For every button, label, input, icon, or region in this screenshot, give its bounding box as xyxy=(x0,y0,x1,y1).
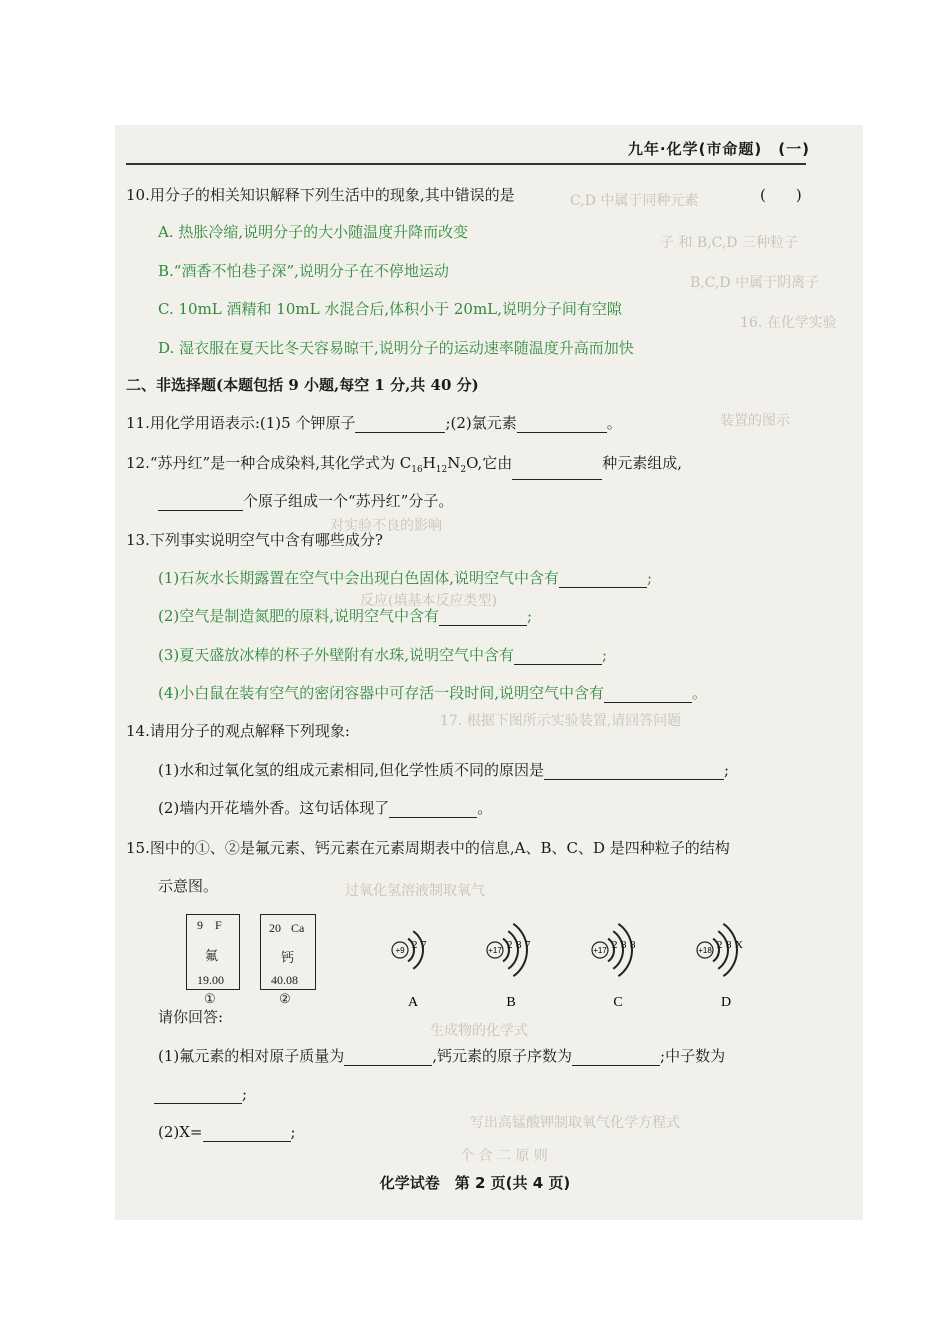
shell-electron-count: 8 xyxy=(726,939,732,951)
q10-option-b: B.“酒香不怕巷子深”,说明分子在不停地运动 xyxy=(158,262,449,280)
q13-item-3: (3)夏天盛放冰棒的杯子外壁附有水珠,说明空气中含有 ; xyxy=(158,646,608,664)
shell-electron-count: 2 xyxy=(507,939,513,951)
nucleus-charge: +17 xyxy=(593,946,607,955)
q14-item-1: (1)水和过氧化氢的组成元素相同,但化学性质不同的原因是 ; xyxy=(158,761,730,779)
q14-blank-1[interactable] xyxy=(544,763,724,780)
shell-electron-count: 2 xyxy=(612,939,618,951)
q12-line-1: 12.“苏丹红”是一种合成染料,其化学式为 $C_{16}H_{12}N_2O$,它由 种元素组成, xyxy=(126,453,682,480)
q13-item-2: (2)空气是制造氮肥的原料,说明空气中含有 ; xyxy=(158,607,533,625)
shell-electron-count: X xyxy=(735,939,743,951)
q13-item-1: (1)石灰水长期露置在空气中会出现白色固体,说明空气中含有 ; xyxy=(158,569,653,587)
q15-blank-x[interactable] xyxy=(203,1125,291,1142)
q13-blank-1[interactable] xyxy=(559,571,647,588)
page-footer: 化学试卷 第 2 页(共 4 页) xyxy=(379,1174,571,1192)
q13-blank-2[interactable] xyxy=(439,609,527,626)
q15-blank-atomic-number[interactable] xyxy=(572,1049,660,1066)
q10-option-d: D. 湿衣服在夏天比冬天容易晾干,说明分子的运动速率随温度升高而加快 xyxy=(158,339,634,357)
nucleus-charge: +18 xyxy=(698,946,712,955)
q13-blank-4[interactable] xyxy=(604,686,692,703)
q12-blank-1[interactable] xyxy=(512,463,602,480)
q15-blank-mass[interactable] xyxy=(344,1049,432,1066)
q13-blank-3[interactable] xyxy=(514,648,602,665)
nucleus-charge: +9 xyxy=(395,946,405,955)
q10-stem: 10.用分子的相关知识解释下列生活中的现象,其中错误的是 xyxy=(126,186,515,204)
q15-blank-neutrons[interactable] xyxy=(154,1087,242,1104)
q15-stem-1: 15.图中的①、②是氟元素、钙元素在元素周期表中的信息,A、B、C、D 是四种粒子的结构 xyxy=(126,839,730,857)
q10-option-c: C. 10mL 酒精和 10mL 水混合后,体积小于 20mL,说明分子间有空隙 xyxy=(158,300,622,318)
q10-answer-paren: ( ) xyxy=(760,186,802,204)
q15-answer-1: (1)氟元素的相对原子质量为 ,钙元素的原子序数为 ;中子数为 xyxy=(158,1047,726,1065)
element-index-2: ② xyxy=(279,992,291,1007)
q13-item-4: (4)小白鼠在装有空气的密闭容器中可存活一段时间,说明空气中含有 。 xyxy=(158,684,708,702)
element-index-1: ① xyxy=(204,992,216,1007)
element-cell-calcium: 20 Ca 钙 40.08 xyxy=(260,914,316,990)
q15-ask: 请你回答: xyxy=(158,1008,224,1026)
q15-stem-2: 示意图。 xyxy=(158,877,219,895)
q11: 11.用化学用语表示:(1)5 个钾原子 ;(2)氯元素 。 xyxy=(126,414,622,432)
q12-blank-2[interactable] xyxy=(158,494,243,511)
nucleus-charge: +17 xyxy=(488,946,502,955)
q14-blank-2[interactable] xyxy=(389,801,477,818)
q13-stem: 13.下列事实说明空气中含有哪些成分? xyxy=(126,531,383,549)
shell-electron-count: 8 xyxy=(630,939,636,951)
q10-option-a: A. 热胀冷缩,说明分子的大小随温度升降而改变 xyxy=(158,223,469,241)
q14-stem: 14.请用分子的观点解释下列现象: xyxy=(126,722,350,740)
exam-header: 九年·化学(市命题) (一) xyxy=(627,140,810,158)
header-rule xyxy=(126,163,806,165)
q15-answer-1-cont: ; xyxy=(154,1084,247,1104)
shell-electron-count: 7 xyxy=(421,939,427,951)
shell-electron-count: 8 xyxy=(621,939,627,951)
element-cell-fluorine: 9 F 氟 19.00 xyxy=(186,914,240,990)
particle-label: C xyxy=(613,995,623,1010)
section-2-heading: 二、非选择题(本题包括 9 小题,每空 1 分,共 40 分) xyxy=(126,376,479,394)
particle-label: B xyxy=(506,995,516,1010)
particle-label: D xyxy=(720,995,732,1010)
shell-electron-count: 2 xyxy=(717,939,723,951)
q11-blank-1[interactable] xyxy=(355,416,445,433)
shell-electron-count: 7 xyxy=(525,939,531,951)
shell-electron-count: 2 xyxy=(412,939,418,951)
q11-blank-2[interactable] xyxy=(517,416,607,433)
particle-label: A xyxy=(407,995,419,1010)
q15-answer-2: (2)X= ; xyxy=(158,1123,296,1141)
shell-electron-count: 8 xyxy=(516,939,522,951)
q12-line-2: 个原子组成一个“苏丹红”分子。 xyxy=(158,491,453,511)
q14-item-2: (2)墙内开花墙外香。这句话体现了 。 xyxy=(158,799,493,817)
